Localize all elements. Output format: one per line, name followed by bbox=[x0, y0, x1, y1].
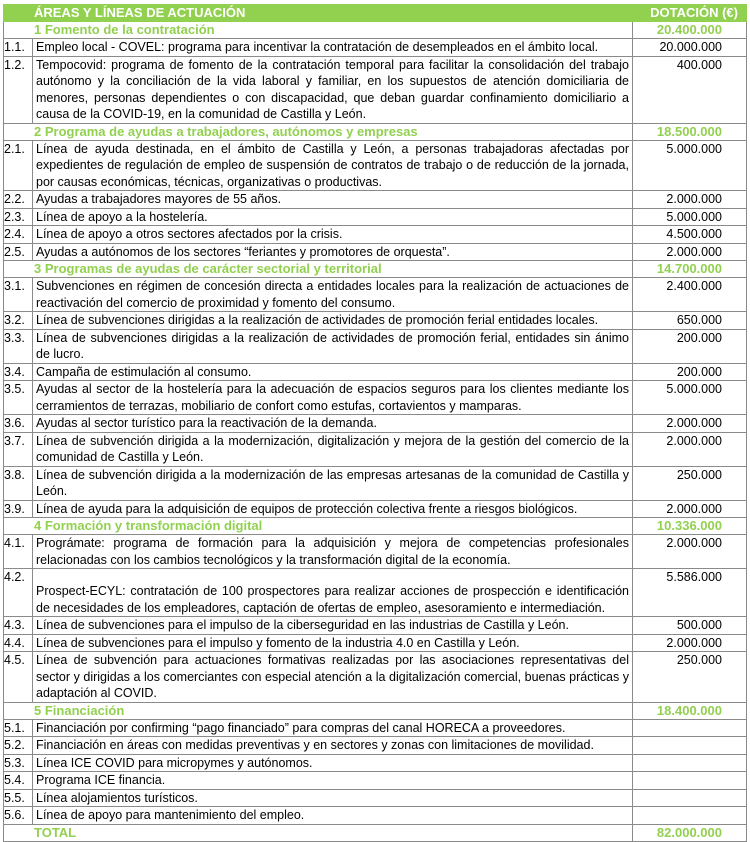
section-row bbox=[4, 518, 747, 535]
item-amount bbox=[633, 737, 747, 755]
table-row bbox=[4, 737, 747, 755]
item-description: Programa ICE financia. bbox=[33, 772, 633, 790]
item-description-text: Prospect-ECYL: contratación de 100 prospectores para realizar acciones de prospección e identificación de necesidades de los empleadores, captación de ofertas de empleo, asesoramiento e intermediación. bbox=[36, 584, 629, 615]
table-row bbox=[4, 500, 747, 518]
item-description: Ayudas al sector turístico para la reactivación de la demanda. bbox=[33, 415, 633, 433]
item-number: 3.8. bbox=[4, 466, 33, 500]
header-amount-label: DOTACIÓN (€) bbox=[633, 5, 747, 22]
section-title: 2 Programa de ayudas a trabajadores, autónomos y empresas bbox=[4, 123, 633, 140]
total-label: TOTAL bbox=[4, 824, 633, 841]
item-number: 3.3. bbox=[4, 329, 33, 363]
item-description: Ayudas al sector de la hostelería para la adecuación de espacios seguros para los clientes mediante los cerramientos de terrazas, mobiliario de confort como estufas, cortavientos y mamparas. bbox=[33, 381, 633, 415]
item-number: 3.1. bbox=[4, 278, 33, 312]
item-description: Prográmate: programa de formación para la adquisición y mejora de competencias profesionales relacionadas con los cambios tecnológicos y la transformación digital de la economía. bbox=[33, 535, 633, 569]
table-row bbox=[4, 191, 747, 209]
item-description: Subvenciones en régimen de concesión directa a entidades locales para la realización de actuaciones de reactivación del comercio de proximidad y fomento del consumo. bbox=[33, 278, 633, 312]
section-amount: 18.500.000 bbox=[633, 123, 747, 140]
item-amount: 5.586.000 bbox=[633, 569, 747, 617]
item-description: Línea de ayuda para la adquisición de equipos de protección colectiva frente a riesgos biológicos. bbox=[33, 500, 633, 518]
item-description bbox=[33, 569, 633, 617]
item-amount: 4.500.000 bbox=[633, 226, 747, 244]
section-amount: 10.336.000 bbox=[633, 518, 747, 535]
item-number: 5.6. bbox=[4, 807, 33, 825]
item-amount: 250.000 bbox=[633, 466, 747, 500]
table-row bbox=[4, 789, 747, 807]
item-description: Empleo local - COVEL: programa para incentivar la contratación de desempleados en el ámbito local. bbox=[33, 39, 633, 57]
item-amount: 5.000.000 bbox=[633, 208, 747, 226]
table-row bbox=[4, 381, 747, 415]
item-amount: 2.000.000 bbox=[633, 243, 747, 261]
item-number: 2.4. bbox=[4, 226, 33, 244]
table-row bbox=[4, 39, 747, 57]
item-number: 2.5. bbox=[4, 243, 33, 261]
item-number: 5.5. bbox=[4, 789, 33, 807]
section-amount: 20.400.000 bbox=[633, 22, 747, 39]
item-number: 3.7. bbox=[4, 432, 33, 466]
section-amount: 18.400.000 bbox=[633, 702, 747, 719]
section-amount: 14.700.000 bbox=[633, 261, 747, 278]
section-title: 5 Financiación bbox=[4, 702, 633, 719]
item-number: 2.1. bbox=[4, 140, 33, 191]
table-row bbox=[4, 208, 747, 226]
item-amount: 250.000 bbox=[633, 652, 747, 703]
item-amount: 5.000.000 bbox=[633, 140, 747, 191]
item-number: 4.3. bbox=[4, 617, 33, 635]
item-number: 4.1. bbox=[4, 535, 33, 569]
item-amount: 400.000 bbox=[633, 56, 747, 123]
item-description: Financiación por confirming “pago financiado” para compras del canal HORECA a proveedores. bbox=[33, 719, 633, 737]
item-description: Línea de subvención para actuaciones formativas realizadas por las asociaciones representativas del sector y dirigidas a los comerciantes con especial atención a la digitalización comercial, buenas prácticas y adaptación al COVID. bbox=[33, 652, 633, 703]
item-description: Campaña de estimulación al consumo. bbox=[33, 363, 633, 381]
table-row bbox=[4, 652, 747, 703]
table-row bbox=[4, 432, 747, 466]
table-row bbox=[4, 807, 747, 825]
table-row bbox=[4, 754, 747, 772]
item-number: 1.1. bbox=[4, 39, 33, 57]
section-row bbox=[4, 123, 747, 140]
table-row bbox=[4, 226, 747, 244]
item-amount: 200.000 bbox=[633, 363, 747, 381]
table-row bbox=[4, 634, 747, 652]
total-amount: 82.000.000 bbox=[633, 824, 747, 841]
item-description: Ayudas a trabajadores mayores de 55 años. bbox=[33, 191, 633, 209]
item-description: Línea de ayuda destinada, en el ámbito de Castilla y León, a personas trabajadoras afectadas por expedientes de regulación de empleo de suspensión de contratos de trabajo o de reducción de la jornada, por causas económicas, técnicas, organizativas o productivas. bbox=[33, 140, 633, 191]
table-body bbox=[4, 22, 747, 825]
table-header-row bbox=[4, 5, 747, 22]
item-amount bbox=[633, 719, 747, 737]
table-row bbox=[4, 772, 747, 790]
item-amount: 2.000.000 bbox=[633, 191, 747, 209]
table-row bbox=[4, 363, 747, 381]
table-row bbox=[4, 243, 747, 261]
table-row bbox=[4, 569, 747, 617]
section-row bbox=[4, 702, 747, 719]
item-amount: 200.000 bbox=[633, 329, 747, 363]
item-amount bbox=[633, 807, 747, 825]
section-title: 3 Programas de ayudas de carácter sectorial y territorial bbox=[4, 261, 633, 278]
table-row bbox=[4, 617, 747, 635]
item-description: Línea de subvenciones dirigidas a la realización de actividades de promoción ferial entidades locales. bbox=[33, 312, 633, 330]
item-number: 4.4. bbox=[4, 634, 33, 652]
item-amount: 500.000 bbox=[633, 617, 747, 635]
item-number: 5.1. bbox=[4, 719, 33, 737]
item-description: Línea ICE COVID para micropymes y autónomos. bbox=[33, 754, 633, 772]
item-number: 2.3. bbox=[4, 208, 33, 226]
item-description: Financiación en áreas con medidas preventivas y en sectores y zonas con limitaciones de movilidad. bbox=[33, 737, 633, 755]
item-description: Línea de subvenciones para el impulso y fomento de la industria 4.0 en Castilla y León. bbox=[33, 634, 633, 652]
item-description: Ayudas a autónomos de los sectores “feriantes y promotores de orquesta”. bbox=[33, 243, 633, 261]
table-row bbox=[4, 56, 747, 123]
item-amount: 2.000.000 bbox=[633, 634, 747, 652]
item-amount: 2.000.000 bbox=[633, 500, 747, 518]
table-row bbox=[4, 329, 747, 363]
total-row bbox=[4, 824, 747, 841]
item-number: 2.2. bbox=[4, 191, 33, 209]
section-title: 1 Fomento de la contratación bbox=[4, 22, 633, 39]
item-amount: 650.000 bbox=[633, 312, 747, 330]
item-amount bbox=[633, 754, 747, 772]
header-title: ÁREAS Y LÍNEAS DE ACTUACIÓN bbox=[4, 5, 633, 22]
item-amount bbox=[633, 772, 747, 790]
item-description: Línea de apoyo a otros sectores afectados por la crisis. bbox=[33, 226, 633, 244]
item-number: 3.6. bbox=[4, 415, 33, 433]
table-row bbox=[4, 278, 747, 312]
item-description: Línea de subvención dirigida a la modernización, digitalización y mejora de la gestión del comercio de la comunidad de Castilla y León. bbox=[33, 432, 633, 466]
table-row bbox=[4, 535, 747, 569]
item-amount: 5.000.000 bbox=[633, 381, 747, 415]
item-amount: 2.000.000 bbox=[633, 432, 747, 466]
item-amount bbox=[633, 789, 747, 807]
table-row bbox=[4, 312, 747, 330]
item-number: 3.9. bbox=[4, 500, 33, 518]
item-number: 5.4. bbox=[4, 772, 33, 790]
item-description: Línea de subvenciones para el impulso de la ciberseguridad en las industrias de Castilla y León. bbox=[33, 617, 633, 635]
item-number: 3.4. bbox=[4, 363, 33, 381]
table-row bbox=[4, 140, 747, 191]
item-amount: 2.000.000 bbox=[633, 415, 747, 433]
item-number: 3.5. bbox=[4, 381, 33, 415]
section-row bbox=[4, 261, 747, 278]
item-number: 4.5. bbox=[4, 652, 33, 703]
section-row bbox=[4, 22, 747, 39]
item-amount: 20.000.000 bbox=[633, 39, 747, 57]
item-number: 1.2. bbox=[4, 56, 33, 123]
item-number: 4.2. bbox=[4, 569, 33, 617]
item-number: 5.2. bbox=[4, 737, 33, 755]
item-description: Línea de subvenciones dirigidas a la realización de actividades de promoción ferial, entidades sin ánimo de lucro. bbox=[33, 329, 633, 363]
item-description: Tempocovid: programa de fomento de la contratación temporal para facilitar la consolidación del trabajo autónomo y la conciliación de la vida laboral y familiar, en los supuestos de atención domiciliaria de menores, personas dependientes o con discapacidad, que deban guardar confinamiento domiciliario a causa de la COVID-19, en la comunidad de Castilla y León. bbox=[33, 56, 633, 123]
table-row bbox=[4, 466, 747, 500]
section-title: 4 Formación y transformación digital bbox=[4, 518, 633, 535]
item-number: 3.2. bbox=[4, 312, 33, 330]
budget-table bbox=[3, 4, 747, 842]
item-description: Línea de apoyo a la hostelería. bbox=[33, 208, 633, 226]
item-number: 5.3. bbox=[4, 754, 33, 772]
budget-table-container bbox=[3, 4, 746, 842]
item-amount: 2.400.000 bbox=[633, 278, 747, 312]
item-description: Línea de apoyo para mantenimiento del empleo. bbox=[33, 807, 633, 825]
item-description: Línea alojamientos turísticos. bbox=[33, 789, 633, 807]
table-row bbox=[4, 719, 747, 737]
table-row bbox=[4, 415, 747, 433]
item-description: Línea de subvención dirigida a la modernización de las empresas artesanas de la comunidad de Castilla y León. bbox=[33, 466, 633, 500]
item-amount: 2.000.000 bbox=[633, 535, 747, 569]
